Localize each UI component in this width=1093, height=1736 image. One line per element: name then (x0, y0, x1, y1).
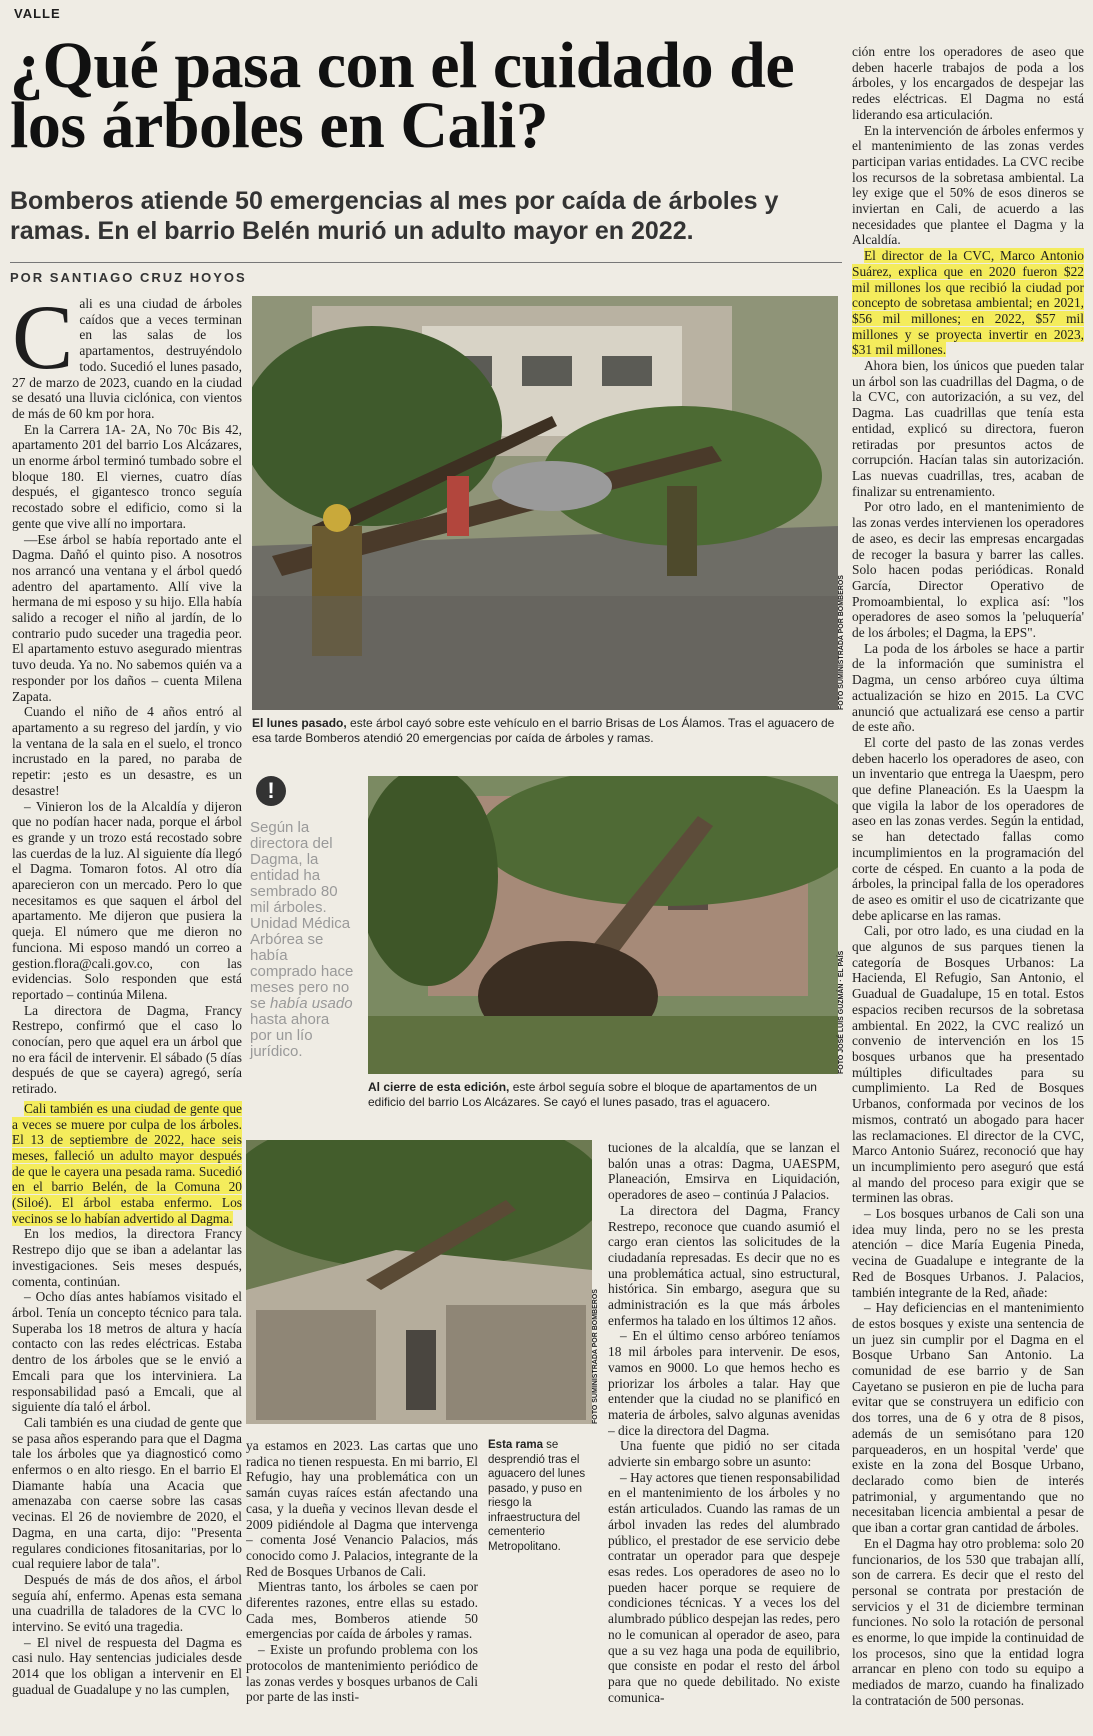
dropcap: C (12, 296, 74, 388)
paragraph: —Ese árbol se había reportado ante el Dagma. Dañó el quinto piso. A nosotros nos arrancó una ventana y el árbol quedó adentro del apartamento. Allí vive la hermana de mi esposo y su hijo. Ella había salido a recoger el niño al jardín, de lo contrario pudo suceder una tragedia peor. El apartamento estuvo asegurado mientras tuvo deuda. Ya no. No sabemos quién va a responder por los daños – cuenta Milena Zapata. (12, 531, 242, 704)
paragraph: – Los bosques urbanos de Cali son una idea muy linda, pero no se les presta atención – dice María Eugenia Pineda, vecina de Guadalupe e integrante de la Red de Bosques Urbanos. J. Palacios, también integrante de la Red, añade: (852, 1206, 1084, 1300)
exclamation-icon: ! (256, 776, 286, 806)
paragraph: Cuando el niño de 4 años entró al apartamento a su regreso del jardín, y vio la ventana de la sala en el suelo, el tronco incrustado en la pared, no paraba de repetir: ¡esto es un desastre, es un desastre! (12, 704, 242, 798)
section-label: VALLE (14, 6, 61, 21)
paragraph: ya estamos en 2023. Las cartas que uno radica no tienen respuesta. En mi barrio, El Refugio, hay una problemática con un samán cuyas raíces están afectando una casa, y la dueña y vecinos llevan desde el 2009 pidiéndole al Dagma que intervenga – comenta José Venancio Palacios, más conocido como J. Palacios, integrante de la Red de Bosques Urbanos de Cali. (246, 1438, 478, 1579)
aside-text: Según la directora del Dagma, la entidad ha sembrado 80 mil árboles. Unidad Médica Arbórea se había comprado hace meses pero no se (250, 819, 354, 1012)
paragraph: El corte del pasto de las zonas verdes deben hacerlo los operadores de aseo, con un inventario que entrega la Uaespm, pero que define Planeación. Es la Uaespm la que vigila la labor de los operadores de aseo en las zonas verdes. Según la entidad, se han detectado fallas como incumplimientos en la programación del corte de césped. En cuanto a la poda de árboles, la principal falla de los operadores de aseo es omitir el uso de cicatrizante que debe aplicarse en las ramas. (852, 734, 1084, 923)
photo-caption (252, 716, 842, 746)
paragraph: Por otro lado, en el mantenimiento de las zonas verdes intervienen los operadores de aseo, es decir las empresas encargadas de recoger la basura y barrer las calles. Solo hacen podas periódicas. Ronald García, Director Operativo de Promoambiental, lo explica así: "los operadores de aseo somos la 'peluquería' de los árboles; el Dagma, la EPS". (852, 499, 1084, 641)
subheadline: Bomberos atiende 50 emergencias al mes por caída de árboles y ramas. En el barrio Belén murió un adulto mayor en 2022. (10, 187, 779, 245)
highlighted-paragraph: Cali también es una ciudad de gente que a veces se muere por culpa de los árboles. El 13 de septiembre de 2022, hace seis meses, falleció un adulto mayor después de que le cayera una pesada rama. Sucedió en el barrio Belén, de la Comuna 20 (Siloé). El árbol estaba enfermo. Los vecinos se lo habían advertido al Dagma. (12, 1100, 242, 1226)
paragraph: La directora de Dagma, Francy Restrepo, confirmó que el caso lo conocían, pero que aquel era un árbol que no era fácil de intervenir. El sábado (5 días después de que se cayera) agregó, sería retirado. (12, 1002, 242, 1097)
aside-note (250, 820, 354, 1060)
paragraph: Cali, por otro lado, es una ciudad en la que algunos de sus parques tienen la categoría de Bosques Urbanos: La Hacienda, El Refugio, San Antonio, el Guadual de Guadalupe, 15 en total. Estos espacios reciben recursos de la sobretasa ambiental. En 2022, la CVC realizó un convenio de intervención en los 15 bosques urbanos que ha presentado múltiples dificultades para su cumplimiento. La Red de Bosques Urbanos, conformada por vecinos de los mismos, contrató un abogado para hacer las reclamaciones. El director de la CVC, Marco Antonio Suárez, reconoció que hay un incumplimiento pero aseguró que está al mando del proceso para exigir que se terminen las obras. (852, 923, 1084, 1206)
paragraph: En los medios, la directora Francy Restrepo dijo que se iban a adelantar las investigaciones. Seis meses después, comenta, continúan. (12, 1226, 242, 1289)
paragraph: En la Carrera 1A- 2A, No 70c Bis 42, apartamento 201 del barrio Los Alcázares, un enorme árbol terminó tumbado sobre el bloque 180. El viernes, cuatro días después, el gigantesco tronco seguía recostado sobre el edificio, como si la gente que vive allí no importara. (12, 421, 242, 531)
aside-text-emphasis: había usado (270, 995, 353, 1012)
photo-illustration (246, 1140, 592, 1424)
paragraph: – Ocho días antes habíamos visitado el árbol. Tenía un concepto técnico para tala. Superaba los 18 metros de altura y hacía contacto con las redes eléctricas. Estaba dentro de los árboles que se le envió a Emcali para que los interviniera. La responsabilidad pasó a Emcali, que al siguiente día taló el árbol. (12, 1289, 242, 1415)
headline: ¿Qué pasa con el cuidado de los árboles en Cali? (10, 29, 795, 162)
column-4 (852, 44, 1084, 1730)
photo-credit: FOTO SUMINISTRADA POR BOMBEROS (838, 575, 845, 710)
paragraph: – Vinieron los de la Alcaldía y dijeron que no podían hacer nada, porque el árbol es grande y un trozo está recostado sobre las cuerdas de la luz. Al siguiente día llegó el Dagma. Tomaron fotos. Al otro día aparecieron con un mercado. Pero lo que necesitamos es que saquen el árbol del apartamento. Me dijeron que pusiera la queja. El número que me dieron no funciona. Mi esposo mandó un correo a gestion.flora@cali.gov.co, con las evidencias. Solo responden que está reportado – continúa Milena. (12, 798, 242, 1002)
paragraph: Mientras tanto, los árboles se caen por diferentes razones, entre ellas su estado. Cada mes, Bomberos atiende 50 emergencias por caída de árboles y ramas. (246, 1579, 478, 1642)
paragraph: En el Dagma hay otro problema: solo 20 funcionarios, de los 530 que trabajan allí, son de carrera. Es decir que el resto del personal se contrata por prestación de servicios y el 31 de diciembre terminan funciones. No solo la rotación de personal es enorme, lo que impide la continuidad de los procesos, sino que la entidad logra arrancar en pleno con todo su equipo a mediados de marzo, cuando ha finalizado la contratación de 500 personas. (852, 1535, 1084, 1708)
paragraph: – El nivel de respuesta del Dagma es casi nulo. Hay sentencias judiciales desde 2014 que los obligan a intervenir en El guadual de Guadalupe y no las cumplen, (12, 1634, 242, 1697)
paragraph: ali es una ciudad de árboles caídos que a veces terminan en las salas de los apartamentos, destruyéndolo todo. Sucedió el lunes pasado, 27 de marzo de 2023, cuando en la ciudad se desató una lluvia ciclónica, con vientos de más de 60 km por hora. (12, 296, 242, 421)
photo-fallen-tree-car (252, 296, 838, 710)
photo-tree-on-building (368, 776, 838, 1074)
byline-rule (10, 262, 842, 263)
paragraph: – Hay actores que tienen responsabilidad en el mantenimiento de los árboles y no están articulados. Cuando las ramas de un árbol invaden las redes del alumbrado público, el prestador de ese servicio debe contratar un operador para que despeje esas redes. Los operadores de aseo no lo pueden hacer porque se requiere de condiciones técnicas. Y a veces los del alumbrado público despejan las redes, pero no le comunican al operador de aseo, para que a su vez haga una poda de equilibrio, que consiste en podar el resto del árbol para que no quede debilitado. No existe comunica- (608, 1469, 840, 1705)
paragraph: Ahora bien, los únicos que pueden talar un árbol son las cuadrillas del Dagma, o de la CVC, con autorización, a su vez, del Dagma. Las cuadrillas que tenía esta entidad, explicó su directora, fueron retiradas por presuntos actos de corrupción. Hacían talas sin autorización. Las nuevas cuadrillas, tres, acaban de finalizar su entrenamiento. (852, 358, 1084, 499)
photo-caption (368, 1080, 842, 1110)
paragraph: Después de más de dos años, el árbol seguía ahí, enfermo. Apenas esta semana una cuadrilla de taladores de la CVC lo intervino. Se evitó una tragedia. (12, 1571, 242, 1635)
photo-branch-cemetery (246, 1140, 592, 1424)
highlighted-paragraph: El director de la CVC, Marco Antonio Suárez, explica que en 2020 fueron $22 mil millones los que recibió la ciudad por concepto de sobretasa ambiental; en 2021, $56 mil millones; en 2022, $57 mil millones y se proyecta invertir en 2023, $31 mil millones. (852, 248, 1084, 358)
column-2 (246, 1438, 478, 1728)
paragraph: ción entre los operadores de aseo que deben hacerle trabajos de poda a los árboles, y los encargados de despejar las redes eléctricas. El Dagma no está liderando esa articulación. (852, 44, 1084, 122)
photo-illustration (252, 296, 838, 710)
paragraph: – En el último censo arbóreo teníamos 18 mil árboles para intervenir. De esos, vamos en 9000. Lo que hemos hecho es priorizar los árboles a talar. Hay que entender que la ciudad no se planificó en materia de árboles, salvo algunas avenidas – dice la directora del Dagma. (608, 1328, 840, 1438)
caption-lead: El lunes pasado, (252, 716, 347, 730)
byline: POR SANTIAGO CRUZ HOYOS (10, 270, 247, 285)
paragraph: La poda de los árboles se hace a partir de la información que suministra el Dagma, un censo arbóreo cuya última actualización se hizo en 2015. La CVC anunció que actualizará ese censo a partir de este año. (852, 640, 1084, 735)
paragraph: – Hay deficiencias en el mantenimiento de estos bosques y existe una sentencia de un juez sin cumplir por el Dagma en el Bosque Urbano San Antonio. La comunidad de ese barrio y de San Cayetano se pusieron en pie de lucha para evitar que se construyera un edificio con dos torres, una de 6 y otra de 8 pisos, además de un semisótano para 120 parqueaderos, en un hospital 'verde' que existe en la zona del Bosque Urbano, declarado como bien de interés patrimonial, y argumentando que no necesitaban licencia ambiental a pesar de que iban a cortar gran cantidad de árboles. (852, 1300, 1084, 1536)
caption-text: este árbol seguía sobre el bloque de apartamentos de un edificio del barrio Los Alcázares. Se cayó el lunes pasado, tras el aguacero. (368, 1080, 817, 1109)
caption-text: se desprendió tras el aguacero del lunes pasado, y puso en riesgo la infraestructura del cementerio Metropolitano. (488, 1439, 586, 1553)
photo-caption (488, 1438, 596, 1554)
photo-credit: FOTO SUMINISTRADA POR BOMBEROS (592, 1289, 599, 1424)
photo-credit: FOTO JOSÉ LUIS GUZMÁN · EL PAÍS (838, 950, 845, 1074)
paragraph: Una fuente que pidió no ser citada advierte sin embargo sobre un asunto: (608, 1438, 840, 1470)
column-3 (608, 1140, 840, 1730)
paragraph: En la intervención de árboles enfermos y el mantenimiento de las zonas verdes participan varias entidades. La CVC recibe los recursos de la sobretasa ambiental. La ley exige que el 50% de esos dineros se inviertan en Cali, de acuerdo a las necesidades que plantee el Dagma y la Alcaldía. (852, 122, 1084, 248)
paragraph: Cali también es una ciudad de gente que se pasa años esperando para que el Dagma tale los árboles que ya diagnosticó como enfermos o en alto riesgo. En el barrio El Diamante había una Acacia que amenazaba con caerse sobre las casas vecinas. El 26 de noviembre de 2020, el Dagma, en una carta, dijo: "Presenta regulares condiciones fitosanitarias, por lo cual requiere labor de tala". (12, 1414, 242, 1572)
aside-text-end: hasta ahora por un lío jurídico. (250, 1011, 330, 1060)
caption-text: este árbol cayó sobre este vehículo en el barrio Brisas de Los Álamos. Tras el aguacero de esa tarde Bomberos atendió 20 emergencias por caída de árboles y ramas. (252, 716, 835, 745)
column-1 (12, 296, 242, 1732)
caption-lead: Esta rama (488, 1439, 543, 1451)
paragraph: – Existe un profundo problema con los protocolos de mantenimiento periódico de las zonas verdes y bosques urbanos de Cali por parte de las insti- (246, 1642, 478, 1705)
photo-illustration (368, 776, 838, 1074)
caption-lead: Al cierre de esta edición, (368, 1080, 510, 1094)
paragraph: tuciones de la alcaldía, que se lanzan el balón unas a otras: Dagma, UAESPM, Planeación, Emsirva en Liquidación, operadores de aseo – continúa J Palacios. (608, 1140, 840, 1203)
paragraph: La directora del Dagma, Francy Restrepo, reconoce que cuando asumió el cargo eran cientos las solicitudes de la ciudadanía represadas. Es decir que no es una problemática actual, sino estructural, histórica. Sin embargo, asegura que su administración es la que más árboles enfermos ha talado en los últimos 12 años. (608, 1202, 840, 1328)
